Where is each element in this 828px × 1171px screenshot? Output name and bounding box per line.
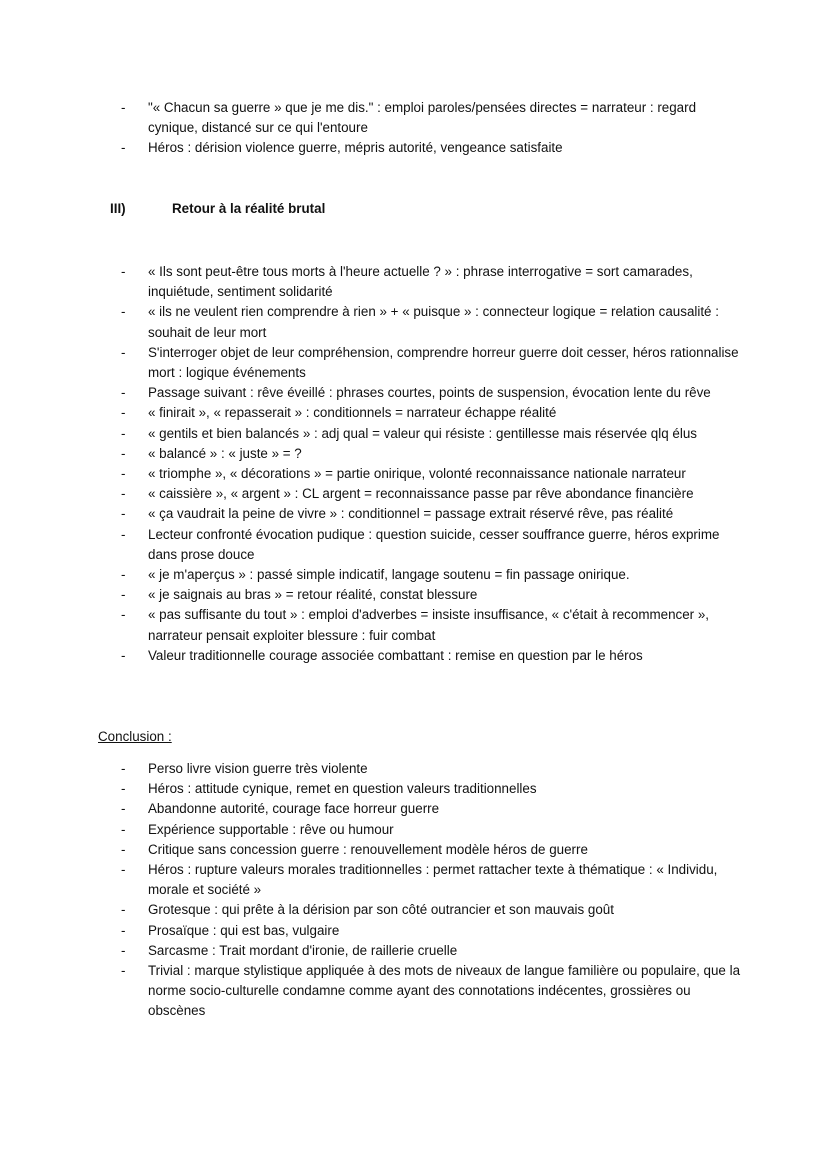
list-item (0, 504, 828, 524)
list-item-text: Abandonne autorité, courage face horreur guerre (148, 801, 440, 817)
bullet-dash: - (121, 425, 126, 441)
bullet-dash: - (121, 506, 126, 522)
list-item (0, 403, 828, 423)
bullet-dash: - (121, 841, 126, 857)
list-item (0, 444, 828, 464)
bullet-dash: - (121, 304, 126, 320)
list-item (0, 941, 828, 961)
list-item (0, 921, 828, 941)
bullet-dash: - (121, 922, 126, 938)
list-item (0, 424, 828, 444)
bullet-dash: - (121, 100, 126, 115)
list-item (0, 525, 828, 565)
list-item (0, 860, 828, 900)
list-item-text: Trivial : marque stylistique appliquée à des mots de niveaux de langue familière ou populaire, que la norme socio-culturelle condamne comme ayant des connotations indécentes, grossières ou obscènes (148, 963, 741, 1019)
list-item-text: Valeur traditionnelle courage associée combattant : remise en question par le héros (148, 647, 643, 663)
list-item-text: Grotesque : qui prête à la dérision par son côté outrancier et son mauvais goût (148, 902, 614, 918)
list-item-text: "« Chacun sa guerre » que je me dis." : emploi paroles/pensées directes = narrateur : regard cynique, distancé sur ce qui l'entoure (148, 100, 697, 136)
bullet-dash: - (121, 567, 126, 583)
list-item (0, 646, 828, 666)
list-item-text: « triomphe », « décorations » = partie onirique, volonté reconnaissance nationale narrateur (148, 466, 686, 482)
bullet-dash: - (121, 405, 126, 421)
list-item-text: « je m'aperçus » : passé simple indicatif, langage soutenu = fin passage onirique. (148, 567, 630, 583)
list-item (0, 383, 828, 403)
list-item (0, 585, 828, 605)
list-item (0, 138, 828, 158)
list-item-text: « ça vaudrait la peine de vivre » : conditionnel = passage extrait réservé rêve, pas réalité (148, 506, 674, 522)
section-title: Retour à la réalité brutal (172, 201, 326, 216)
list-item (0, 302, 828, 342)
list-item-text: « caissière », « argent » : CL argent = reconnaissance passe par rêve abondance financière (148, 486, 694, 502)
list-item-text: « Ils sont peut-être tous morts à l'heure actuelle ? » : phrase interrogative = sort camarades, inquiétude, sentiment solidarité (148, 264, 693, 300)
list-item (0, 820, 828, 840)
list-item (0, 759, 828, 779)
list-item (0, 961, 828, 1022)
list-item-text: Passage suivant : rêve éveillé : phrases courtes, points de suspension, évocation lente du rêve (148, 385, 711, 401)
section-number: III) (110, 201, 126, 216)
bullet-list-conclusion (0, 759, 828, 1022)
bullet-dash: - (121, 902, 126, 918)
bullet-dash: - (121, 140, 126, 156)
bullet-list-section-3 (0, 262, 828, 666)
list-item-text: « ils ne veulent rien comprendre à rien » + « puisque » : connecteur logique = relation causalité : souhait de leur mort (148, 304, 719, 340)
bullet-dash: - (121, 862, 126, 878)
list-item-text: Héros : attitude cynique, remet en question valeurs traditionnelles (148, 781, 537, 797)
list-item (0, 98, 828, 138)
bullet-dash: - (121, 344, 126, 360)
bullet-dash: - (121, 647, 126, 663)
list-item-text: « pas suffisante du tout » : emploi d'adverbes = insiste insuffisance, « c'était à recommencer », narrateur pensait exploiter blessure : fuir combat (148, 607, 710, 643)
list-item (0, 343, 828, 383)
list-item (0, 900, 828, 920)
bullet-dash: - (121, 526, 126, 542)
list-item-text: « je saignais au bras » = retour réalité, constat blessure (148, 587, 478, 603)
list-item (0, 464, 828, 484)
list-item-text: « balancé » : « juste » = ? (148, 445, 302, 461)
bullet-dash: - (121, 445, 126, 461)
bullet-dash: - (121, 264, 126, 279)
bullet-dash: - (121, 486, 126, 502)
list-item-text: Lecteur confronté évocation pudique : question suicide, cesser souffrance guerre, héros exprime dans prose douce (148, 526, 720, 562)
list-item (0, 262, 828, 302)
list-item-text: Héros : rupture valeurs morales traditionnelles : permet rattacher texte à thématique : « Individu, morale et société » (148, 862, 718, 898)
bullet-dash: - (121, 466, 126, 482)
list-item (0, 799, 828, 819)
list-item-text: Prosaïque : qui est bas, vulgaire (148, 922, 340, 938)
conclusion-title: Conclusion : (98, 729, 172, 744)
list-item-text: S'interroger objet de leur compréhension, comprendre horreur guerre doit cesser, héros rationnalise mort : logique événements (148, 344, 739, 381)
bullet-dash: - (121, 801, 126, 817)
list-item-text: Sarcasme : Trait mordant d'ironie, de raillerie cruelle (148, 942, 458, 958)
list-item (0, 779, 828, 799)
list-item (0, 605, 828, 645)
list-item-text: Critique sans concession guerre : renouvellement modèle héros de guerre (148, 841, 588, 857)
list-item (0, 484, 828, 504)
bullet-dash: - (121, 781, 126, 797)
bullet-dash: - (121, 607, 126, 623)
bullet-dash: - (121, 587, 126, 603)
bullet-dash: - (121, 761, 126, 776)
bullet-list-intro (0, 98, 828, 159)
bullet-dash: - (121, 942, 126, 958)
bullet-dash: - (121, 821, 126, 837)
list-item-text: Héros : dérision violence guerre, mépris autorité, vengeance satisfaite (148, 140, 563, 156)
list-item-text: « gentils et bien balancés » : adj qual = valeur qui résiste : gentillesse mais réservée qlq élus (148, 425, 697, 441)
list-item-text: « finirait », « repasserait » : conditionnels = narrateur échappe réalité (148, 405, 557, 421)
bullet-dash: - (121, 963, 126, 979)
list-item-text: Expérience supportable : rêve ou humour (148, 821, 394, 837)
section-heading (110, 199, 325, 219)
list-item (0, 840, 828, 860)
list-item (0, 565, 828, 585)
bullet-dash: - (121, 385, 126, 401)
list-item-text: Perso livre vision guerre très violente (148, 761, 368, 776)
